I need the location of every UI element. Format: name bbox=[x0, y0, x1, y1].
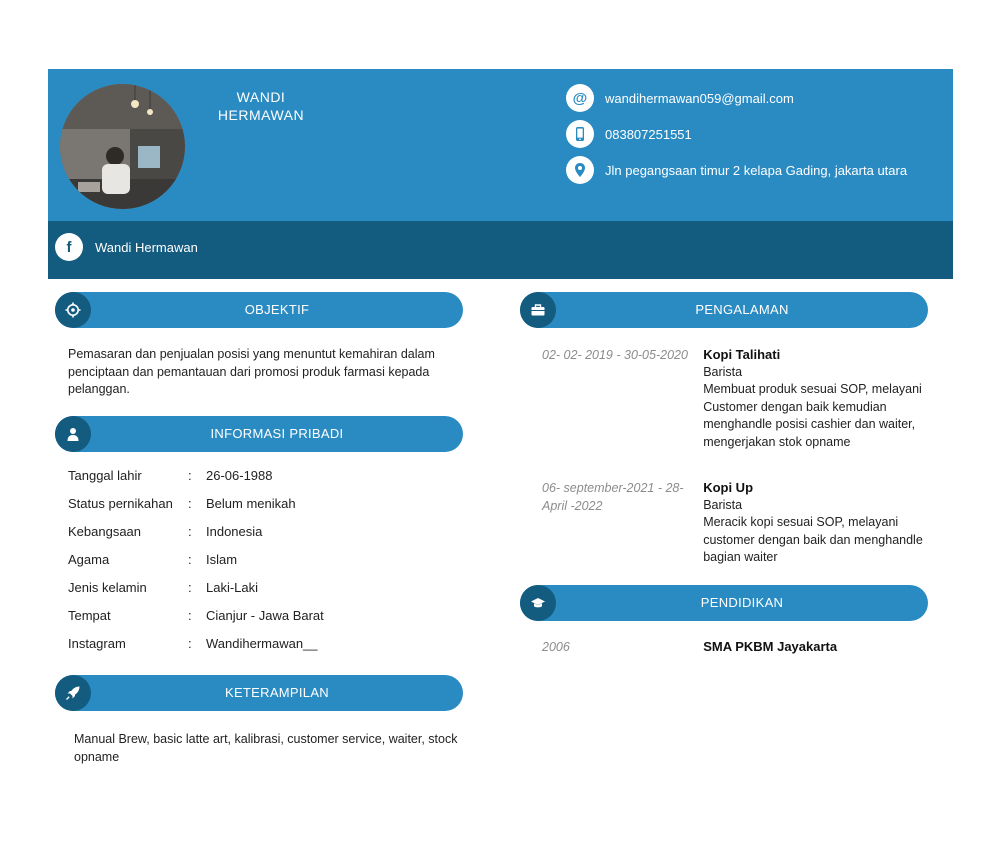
experience-item bbox=[542, 346, 942, 452]
contact-phone-row bbox=[566, 120, 692, 148]
briefcase-icon bbox=[520, 292, 556, 328]
info-separator: : bbox=[188, 636, 192, 651]
facebook-icon: f bbox=[55, 233, 83, 261]
experience-date: 02- 02- 2019 - 30-05-2020 bbox=[542, 348, 688, 362]
profile-photo bbox=[60, 84, 185, 209]
section-title: PENGALAMAN bbox=[695, 302, 789, 317]
section-experience bbox=[520, 292, 928, 328]
profile-last-name: HERMAWAN bbox=[217, 107, 305, 123]
at-icon: @ bbox=[566, 84, 594, 112]
experience-company: Kopi Talihati bbox=[703, 347, 781, 362]
info-value: Indonesia bbox=[206, 524, 263, 539]
info-separator: : bbox=[188, 468, 192, 483]
education-year: 2006 bbox=[542, 640, 570, 654]
info-row bbox=[68, 608, 324, 636]
info-separator: : bbox=[188, 552, 192, 567]
info-label: Tempat bbox=[68, 608, 111, 623]
contact-phone: 083807251551 bbox=[605, 126, 692, 142]
section-personal-info bbox=[55, 416, 463, 452]
education-school: SMA PKBM Jayakarta bbox=[703, 639, 838, 654]
profile-name bbox=[205, 88, 317, 124]
info-row bbox=[68, 496, 324, 524]
contact-email-row bbox=[566, 84, 794, 112]
section-title: OBJEKTIF bbox=[244, 302, 310, 317]
info-row bbox=[68, 468, 324, 496]
info-label: Status pernikahan bbox=[68, 496, 173, 511]
skills-text: Manual Brew, basic latte art, kalibrasi, customer service, waiter, stock opname bbox=[74, 732, 458, 764]
contact-address: Jln pegangsaan timur 2 kelapa Gading, jakarta utara bbox=[605, 162, 908, 178]
personal-info-list bbox=[68, 468, 324, 664]
section-title: INFORMASI PRIBADI bbox=[210, 426, 344, 441]
experience-description: Membuat produk sesuai SOP, melayani Customer dengan baik kemudian menghandle posisi cashier dan waiter, mengerjakan stok opname bbox=[703, 382, 922, 449]
graduation-cap-icon bbox=[520, 585, 556, 621]
info-row bbox=[68, 524, 324, 552]
info-row bbox=[68, 580, 324, 608]
info-separator: : bbox=[188, 580, 192, 595]
info-value: Cianjur - Jawa Barat bbox=[206, 608, 324, 623]
smartphone-icon bbox=[566, 120, 594, 148]
info-label: Jenis kelamin bbox=[68, 580, 147, 595]
info-separator: : bbox=[188, 524, 192, 539]
info-value: 26-06-1988 bbox=[206, 468, 273, 483]
section-skills bbox=[55, 675, 463, 711]
contact-address-row bbox=[566, 156, 907, 184]
info-value: Wandihermawan__ bbox=[206, 636, 318, 651]
objective-text: Pemasaran dan penjualan posisi yang menuntut kemahiran dalam penciptaan dan pemantauan dari promosi produk farmasi kepada pelanggan. bbox=[68, 347, 435, 396]
info-label: Kebangsaan bbox=[68, 524, 142, 539]
info-label: Instagram bbox=[68, 636, 126, 651]
info-row bbox=[68, 552, 324, 580]
experience-item bbox=[542, 479, 942, 567]
profile-first-name: WANDI bbox=[236, 89, 286, 105]
experience-role: Barista bbox=[703, 497, 743, 512]
section-title: PENDIDIKAN bbox=[700, 595, 784, 610]
section-education bbox=[520, 585, 928, 621]
info-separator: : bbox=[188, 608, 192, 623]
experience-role: Barista bbox=[703, 364, 743, 379]
experience-description: Meracik kopi sesuai SOP, melayani customer dengan baik dan menghandle bagian waiter bbox=[703, 515, 923, 565]
contact-email[interactable]: wandihermawan059@gmail.com bbox=[605, 90, 794, 106]
info-label: Tanggal lahir bbox=[68, 468, 142, 483]
facebook-row bbox=[55, 233, 198, 261]
info-value: Islam bbox=[206, 552, 238, 567]
info-separator: : bbox=[188, 496, 192, 511]
info-row bbox=[68, 636, 324, 664]
map-pin-icon bbox=[566, 156, 594, 184]
experience-company: Kopi Up bbox=[703, 480, 754, 495]
target-icon bbox=[55, 292, 91, 328]
info-label: Agama bbox=[68, 552, 110, 567]
info-value: Belum menikah bbox=[206, 496, 296, 511]
section-title: KETERAMPILAN bbox=[224, 685, 329, 700]
info-value: Laki-Laki bbox=[206, 580, 259, 595]
section-objective bbox=[55, 292, 463, 328]
experience-date: 06- september-2021 - 28- April -2022 bbox=[542, 481, 684, 513]
facebook-name[interactable]: Wandi Hermawan bbox=[95, 239, 198, 255]
education-item bbox=[542, 638, 942, 656]
rocket-icon bbox=[55, 675, 91, 711]
user-icon bbox=[55, 416, 91, 452]
